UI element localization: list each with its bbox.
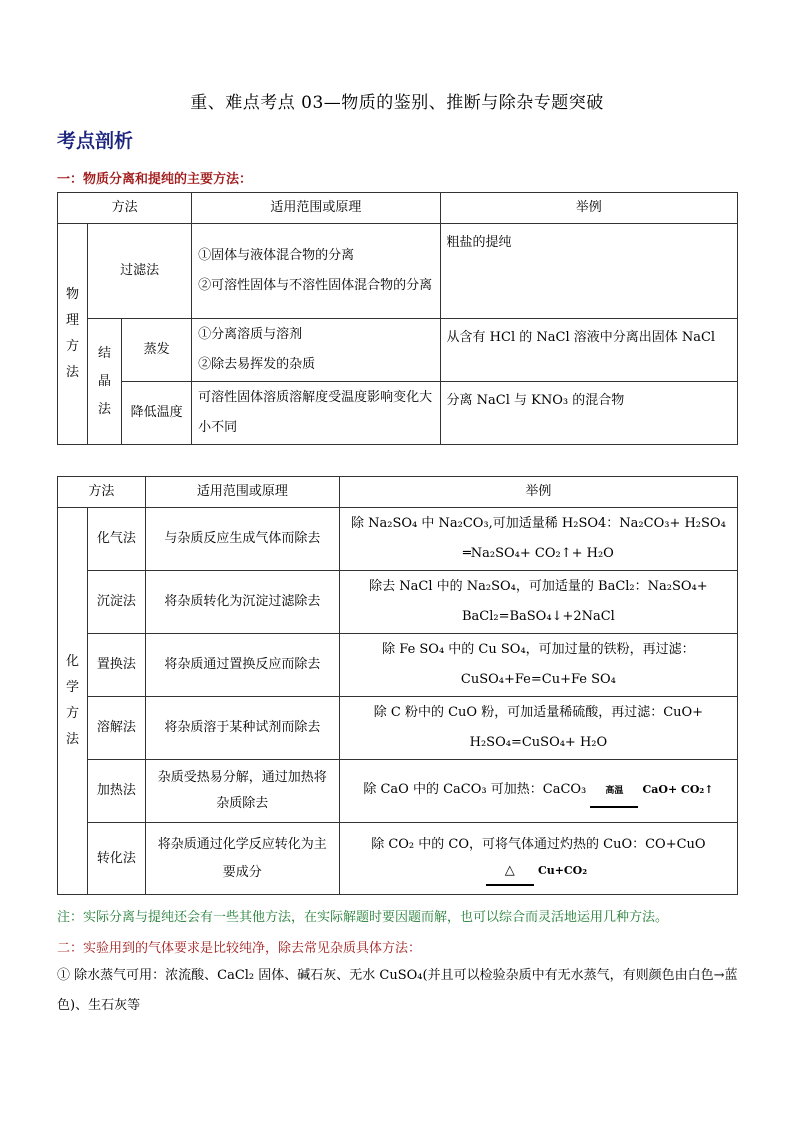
example-line-2: CaO+ CO₂↑ bbox=[642, 782, 714, 796]
method-scope bbox=[145, 760, 339, 823]
method-filter: 过滤法 bbox=[88, 224, 192, 319]
example-line-2: H₂SO₄=CuSO₄+ H₂O bbox=[469, 735, 608, 750]
physical-methods-table bbox=[57, 192, 738, 445]
example-line-2: Cu+CO₂ bbox=[537, 863, 588, 877]
crystal-label: 结晶法 bbox=[98, 345, 112, 417]
method-example bbox=[339, 823, 737, 895]
note-text: 注：实际分离与提纯还会有一些其他方法，在实际解题时要因题而解，也可以综合而灵活地运用几种方法。 bbox=[57, 910, 669, 925]
equals-line bbox=[486, 884, 534, 886]
condition-text: 高温 bbox=[605, 785, 624, 796]
equals-line bbox=[590, 806, 638, 808]
chemical-methods-table bbox=[57, 476, 738, 895]
example-line-2: ═Na₂SO₄+ CO₂↑+ H₂O bbox=[462, 546, 614, 561]
method-example bbox=[339, 571, 737, 634]
method-scope: 与杂质反应生成气体而除去 bbox=[145, 508, 339, 571]
method-name: 化气法 bbox=[87, 508, 145, 571]
method-example bbox=[339, 697, 737, 760]
filter-example: 粗盐的提纯 bbox=[440, 224, 737, 319]
method-example bbox=[339, 508, 737, 571]
example-line-2: CuSO₄+Fe=Cu+Fe SO₄ bbox=[460, 672, 616, 687]
method-example bbox=[339, 760, 737, 823]
evap-scope-1: ①分离溶质与溶剂 bbox=[198, 327, 303, 342]
example-line-1: 除 Fe SO₄ 中的 Cu SO₄，可加过量的铁粉，再过滤： bbox=[382, 642, 695, 657]
example-line-1: 除 CO₂ 中的 CO，可将气体通过灼热的 CuO：CO+CuO bbox=[371, 836, 706, 852]
evap-scope-2: ②除去易挥发的杂质 bbox=[198, 357, 316, 372]
subsection-heading-2: 二：实验用到的气体要求是比较纯净，除去常见杂质具体方法： bbox=[57, 941, 422, 956]
method-name: 加热法 bbox=[87, 760, 145, 823]
condition-text: △ bbox=[504, 862, 515, 878]
reaction-condition bbox=[590, 776, 638, 808]
evap-scope bbox=[192, 319, 440, 382]
method-cool: 降低温度 bbox=[122, 382, 192, 445]
example-line-2: BaCl₂=BaSO₄↓+2NaCl bbox=[461, 609, 615, 624]
header-scope: 适用范围或原理 bbox=[145, 477, 339, 508]
reaction-condition bbox=[486, 858, 534, 886]
method-name: 转化法 bbox=[87, 823, 145, 895]
group-label: 化学方法 bbox=[65, 654, 79, 747]
example-line-2-wrap bbox=[346, 858, 731, 886]
cool-example: 分离 NaCl 与 KNO₃ 的混合物 bbox=[440, 382, 737, 445]
method-scope: 将杂质溶于某种试剂而除去 bbox=[145, 697, 339, 760]
method-name: 溶解法 bbox=[87, 697, 145, 760]
example-line-1: 除去 NaCl 中的 Na₂SO₄，可加适量的 BaCl₂：Na₂SO₄+ bbox=[369, 579, 708, 594]
method-name: 置换法 bbox=[87, 634, 145, 697]
page-title: 重、难点考点 03—物质的鉴别、推断与除杂专题突破 bbox=[190, 93, 604, 113]
example-line-1: 除 Na₂SO₄ 中 Na₂CO₃,可加适量稀 H₂SO4：Na₂CO₃+ H₂SO₄ bbox=[350, 516, 726, 531]
method-evaporate: 蒸发 bbox=[122, 319, 192, 382]
header-method: 方法 bbox=[58, 477, 146, 508]
header-method: 方法 bbox=[58, 193, 192, 224]
method-scope bbox=[145, 823, 339, 895]
filter-scope-2: ②可溶性固体与不溶性固体混合物的分离 bbox=[198, 278, 433, 293]
subsection-heading-1: 一：物质分离和提纯的主要方法： bbox=[57, 172, 253, 187]
group-chemical bbox=[58, 508, 88, 895]
paragraph: ① 除水蒸气可用：浓流酸、CaCl₂ 固体、碱石灰、无水 CuSO₄(并且可以检验杂质中有无水蒸气，有则颜色由白色→蓝色)、生石灰等 bbox=[57, 968, 738, 1013]
example-line-1: 除 C 粉中的 CuO 粉，可加适量稀硫酸，再过滤：CuO+ bbox=[373, 705, 704, 720]
cool-scope: 可溶性固体溶质溶解度受温度影响变化大小不同 bbox=[192, 382, 440, 445]
example-line-1: 除 CaO 中的 CaCO₃ 可加热：CaCO₃ bbox=[363, 781, 587, 797]
header-example: 举例 bbox=[440, 193, 737, 224]
method-example bbox=[339, 634, 737, 697]
method-crystal bbox=[88, 319, 122, 445]
evap-example: 从含有 HCl 的 NaCl 溶液中分离出固体 NaCl bbox=[440, 319, 737, 382]
header-example: 举例 bbox=[339, 477, 737, 508]
scope-text: 将杂质通过化学反应转化为主要成分 bbox=[157, 836, 327, 880]
group-label: 物理方法 bbox=[66, 287, 80, 380]
header-scope: 适用范围或原理 bbox=[192, 193, 440, 224]
method-scope: 将杂质转化为沉淀过滤除去 bbox=[145, 571, 339, 634]
filter-scope-1: ①固体与液体混合物的分离 bbox=[198, 248, 355, 263]
method-scope: 将杂质通过置换反应而除去 bbox=[145, 634, 339, 697]
scope-text: 杂质受热易分解，通过加热将杂质除去 bbox=[157, 770, 327, 811]
filter-scope bbox=[192, 224, 440, 319]
section-heading: 考点剖析 bbox=[57, 130, 134, 152]
group-physical bbox=[58, 224, 88, 445]
method-name: 沉淀法 bbox=[87, 571, 145, 634]
